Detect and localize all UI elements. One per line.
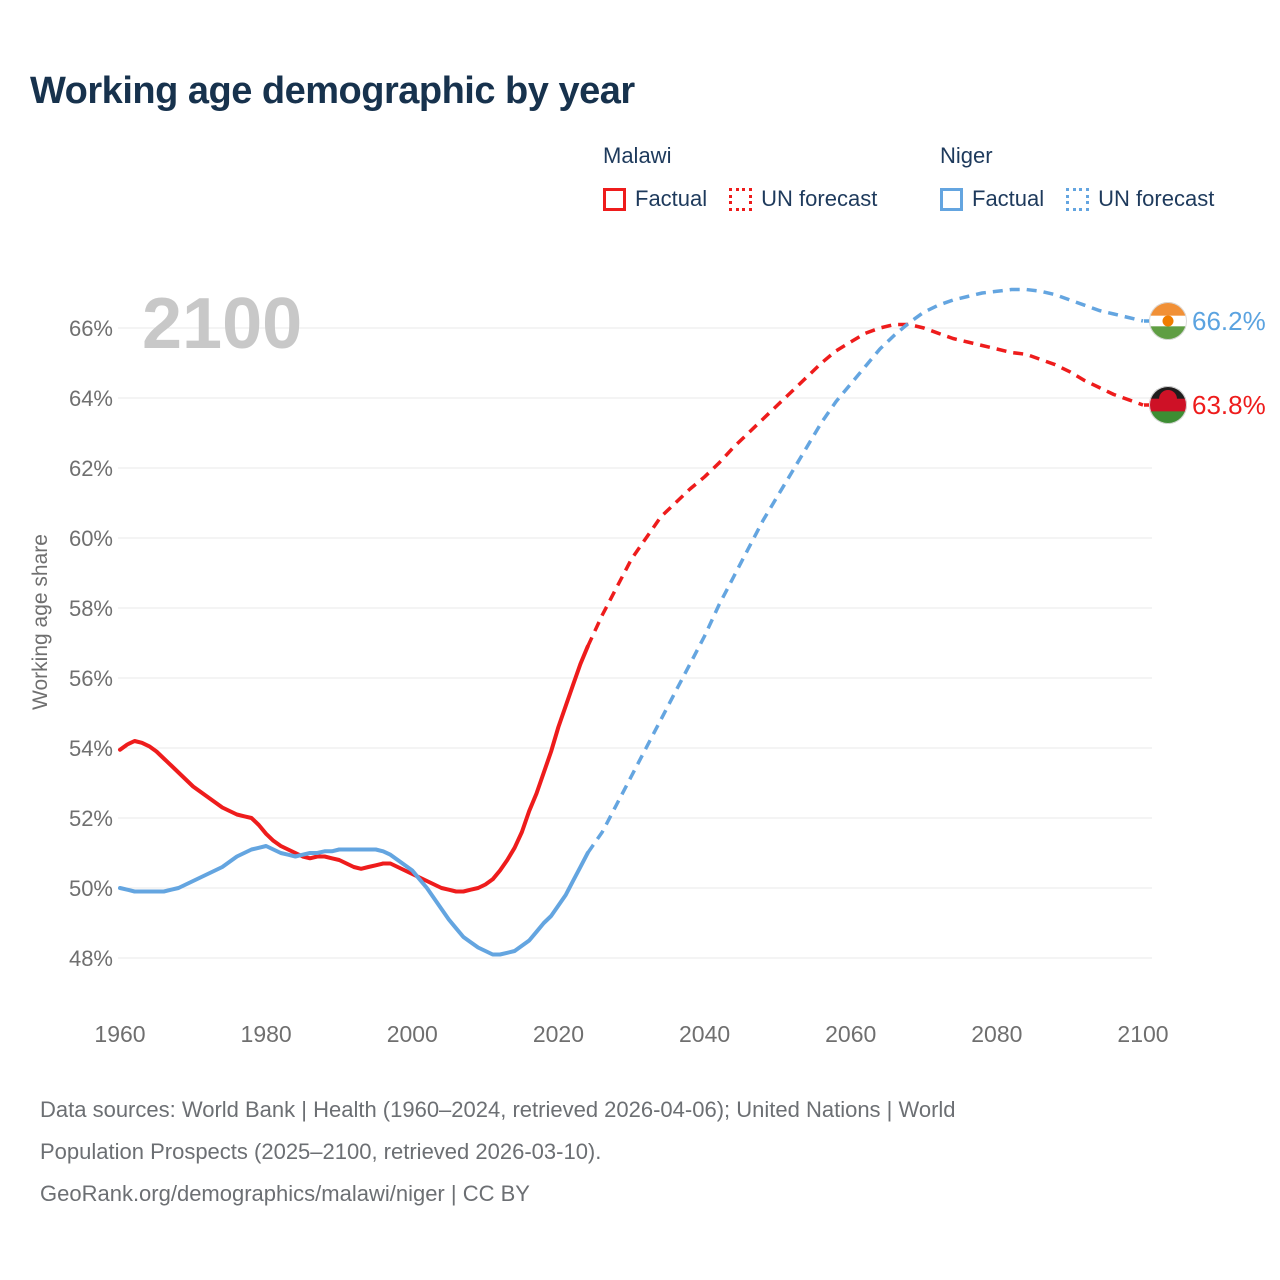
- x-tick-label: 2060: [825, 1021, 877, 1047]
- y-tick-label: 56%: [68, 666, 113, 691]
- year-watermark: 2100: [142, 284, 303, 364]
- x-tick-label: 1980: [240, 1021, 292, 1047]
- flag-band: [1149, 399, 1187, 412]
- legend-item-label: UN forecast: [761, 186, 878, 211]
- y-tick-label: 52%: [68, 806, 113, 831]
- x-tick-label: 2020: [532, 1021, 585, 1047]
- x-tick-label: 2100: [1117, 1021, 1169, 1047]
- footer-line: Data sources: World Bank | Health (1960–2024, retrieved 2026-04-06); United Nations | World: [40, 1097, 956, 1122]
- y-tick-label: 60%: [68, 526, 113, 551]
- footer-attribution: GeoRank.org/demographics/malawi/niger | CC BY: [40, 1181, 530, 1206]
- y-axis-title: Working age share: [29, 534, 52, 710]
- legend-country-malawi: Malawi: [603, 143, 672, 168]
- legend-item-label: Factual: [635, 186, 708, 211]
- x-tick-label: 2040: [678, 1021, 731, 1047]
- page-title: Working age demographic by year: [30, 70, 635, 112]
- y-tick-label: 64%: [68, 386, 113, 411]
- legend-item-label: UN forecast: [1098, 186, 1215, 211]
- y-tick-label: 50%: [68, 876, 113, 901]
- y-tick-label: 66%: [68, 316, 113, 341]
- data-sources: [40, 1089, 1240, 1215]
- y-tick-label: 58%: [68, 596, 113, 621]
- niger-forecast-line: [588, 290, 1143, 854]
- y-tick-label: 48%: [68, 946, 113, 971]
- y-tick-label: 62%: [68, 456, 113, 481]
- flag-band: [1149, 302, 1187, 316]
- x-tick-label: 2000: [386, 1021, 438, 1047]
- footer-line: Population Prospects (2025–2100, retrieved 2026-03-10).: [40, 1139, 602, 1164]
- x-tick-label: 1960: [94, 1021, 146, 1047]
- y-tick-label: 54%: [68, 736, 113, 761]
- x-tick-label: 2080: [971, 1021, 1023, 1047]
- legend-item-label: Factual: [972, 186, 1045, 211]
- legend-country-niger: Niger: [940, 143, 993, 168]
- malawi-factual-line: [120, 647, 588, 892]
- niger-end-value-label: 66.2%: [1192, 306, 1266, 336]
- malawi-forecast-line: [588, 325, 1143, 647]
- malawi-end-value-label: 63.8%: [1192, 390, 1266, 420]
- flag-dot: [1163, 316, 1174, 327]
- niger-factual-line: [120, 846, 588, 955]
